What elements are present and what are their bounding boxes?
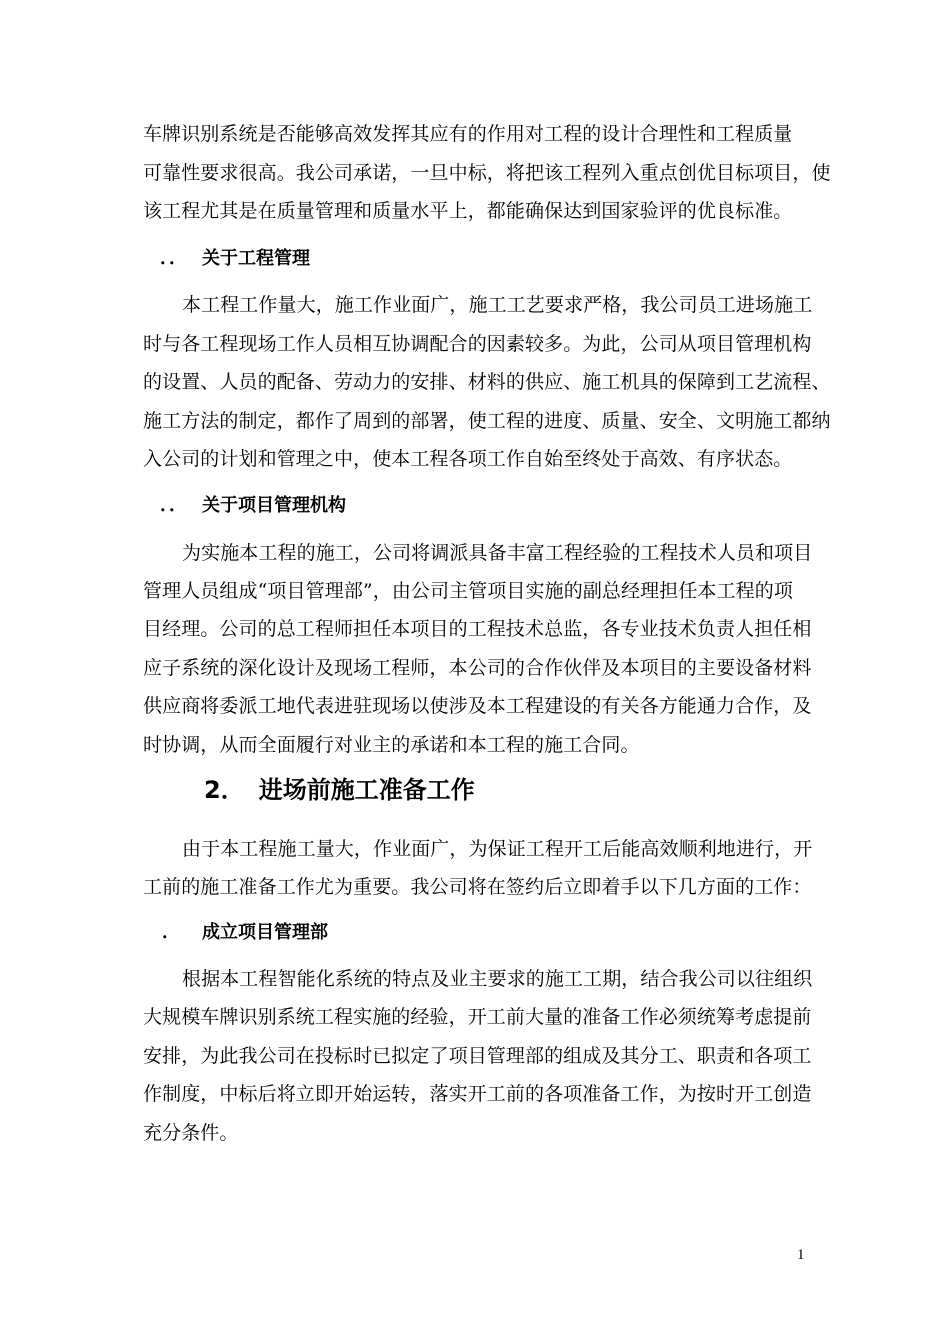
section-c-line-2: 大规模车牌识别系统工程实施的经验，开工前大量的准备工作必须统筹考虑提前 [143, 1006, 812, 1028]
section-c-title: 成立项目管理部 [202, 922, 328, 943]
section-2-line-2: 工前的施工准备工作尤为重要。我公司将在签约后立即着手以下几方面的工作： [143, 876, 812, 898]
section-c-line-5: 充分条件。 [143, 1122, 239, 1144]
section-c-line-1: 根据本工程智能化系统的特点及业主要求的施工工期，结合我公司以往组织 [182, 968, 813, 990]
section-b-title: 关于项目管理机构 [202, 495, 346, 516]
section-a-line-3: 的设置、人员的配备、劳动力的安排、材料的供应、施工机具的保障到工艺流程、 [143, 371, 831, 393]
section-a-line-1: 本工程工作量大，施工作业面广，施工工艺要求严格，我公司员工进场施工 [182, 294, 813, 316]
section-a-title: 关于工程管理 [202, 248, 310, 269]
intro-line-3: 该工程尤其是在质量管理和质量水平上，都能确保达到国家验评的优良标准。 [143, 200, 793, 222]
intro-line-2: 可靠性要求很高。我公司承诺，一旦中标，将把该工程列入重点创优目标项目，使 [143, 162, 831, 184]
section-2-title: 进场前施工准备工作 [258, 776, 475, 804]
section-c-heading [162, 920, 328, 946]
section-2-number: 2． [204, 776, 245, 804]
section-a-line-2: 时与各工程现场工作人员相互协调配合的因素较多。为此，公司从项目管理机构 [143, 333, 812, 355]
section-b-line-4: 应子系统的深化设计及现场工程师，本公司的合作伙伴及本项目的主要设备材料 [143, 657, 812, 679]
section-b-line-1: 为实施本工程的施工，公司将调派具备丰富工程经验的工程技术人员和项目 [182, 542, 813, 564]
section-b-line-3: 目经理。公司的总工程师担任本项目的工程技术总监，各专业技术负责人担任相 [143, 618, 812, 640]
section-b-line-5: 供应商将委派工地代表进驻现场以使涉及本工程建设的有关各方能通力合作，及 [143, 695, 812, 717]
section-a-heading [160, 246, 310, 272]
section-a-line-4: 施工方法的制定，都作了周到的部署，使工程的进度、质量、安全、文明施工都纳 [143, 410, 831, 432]
section-a-line-5: 入公司的计划和管理之中，使本工程各项工作自始至终处于高效、有序状态。 [143, 448, 793, 470]
section-a-marker: ．． [160, 248, 187, 269]
section-b-marker: ．． [160, 495, 187, 516]
page-number: 1 [797, 1247, 805, 1263]
section-b-line-6: 时协调，从而全面履行对业主的承诺和本工程的施工合同。 [143, 734, 640, 756]
section-2-heading [204, 774, 475, 806]
section-c-line-3: 安排，为此我公司在投标时已拟定了项目管理部的组成及其分工、职责和各项工 [143, 1045, 812, 1067]
section-2-line-1: 由于本工程施工量大，作业面广，为保证工程开工后能高效顺利地进行，开 [182, 838, 813, 860]
section-c-line-4: 作制度，中标后将立即开始运转，落实开工前的各项准备工作，为按时开工创造 [143, 1083, 812, 1105]
section-b-line-2: 管理人员组成“项目管理部”，由公司主管项目实施的副总经理担任本工程的项 [143, 580, 793, 602]
section-c-marker: ． [162, 922, 180, 943]
section-b-heading [160, 493, 346, 519]
intro-line-1: 车牌识别系统是否能够高效发挥其应有的作用对工程的设计合理性和工程质量 [143, 123, 793, 145]
